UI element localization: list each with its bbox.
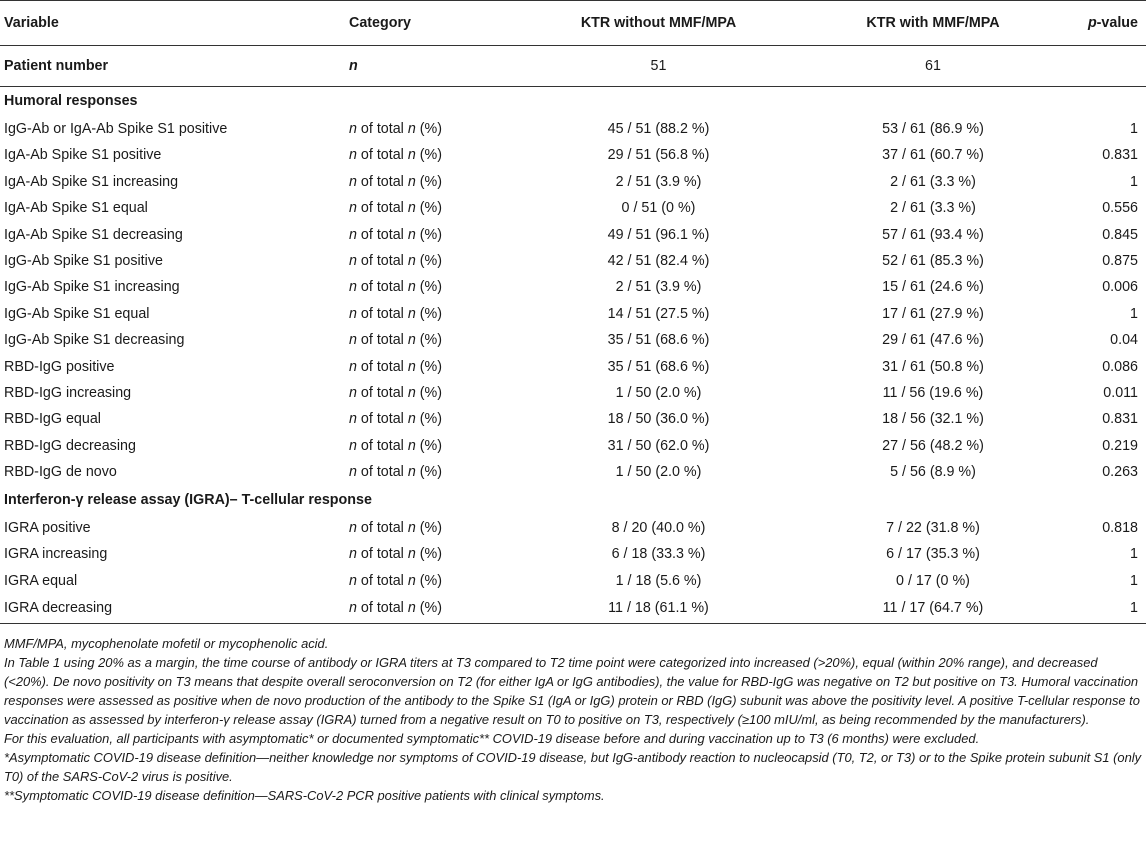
footnote-method: In Table 1 using 20% as a margin, the time course of antibody or IGRA titers at T3 compared to T2 time point were categorized into increased (>20%), equal (within 20% range), and decreased (<20%). De novo positivity on T3 means that despite overall seroconversion on T2 (for either IgA or IgG antibodies), the value for RBD-IgG was negative on T2 but positive on T3. Humoral vaccination responses were assessed as positive when de novo production of the antibody to the Spike S1 (IgA or IgG) protein or RBD (IgG) subunit was above the positivity level. A positive T-cellular response to vaccination as assessed by interferon-γ release assay (IGRA) turned from a negative result on T0 to positive on T3, respectively (≥100 mIU/ml, as being recommended by the manufacturers).	[4, 654, 1140, 727]
cell-with-mmf: 18 / 56 (32.1 %)	[882, 411, 984, 428]
cell-variable: IgG-Ab Spike S1 increasing	[4, 279, 180, 296]
cell-variable: IgA-Ab Spike S1 positive	[4, 147, 162, 164]
cell-category: n of total n (%)	[349, 200, 442, 217]
cell-with-mmf: 53 / 61 (86.9 %)	[882, 121, 984, 137]
patient-number-with: 61	[802, 46, 1064, 87]
cell-with-mmf: 2 / 61 (3.3 %)	[890, 200, 976, 217]
cell-variable: RBD-IgG positive	[4, 358, 115, 375]
cell-category: n of total n (%)	[349, 332, 442, 349]
cell-without-mmf: 8 / 20 (40.0 %)	[611, 519, 706, 536]
footnote-exclusion: For this evaluation, all participants with asymptomatic* or documented symptomatic** COVID-19 disease before and during vaccination up to T3 (6 months) were excluded.	[4, 730, 980, 746]
table-footnotes	[0, 624, 1146, 805]
cell-without-mmf: 42 / 51 (82.4 %)	[607, 253, 710, 270]
table-row	[0, 248, 1146, 274]
cell-without-mmf: 18 / 50 (36.0 %)	[607, 411, 710, 428]
header-variable: Variable	[0, 1, 345, 46]
cell-without-mmf: 2 / 51 (3.9 %)	[615, 279, 702, 296]
cell-p-value: 1	[1130, 121, 1138, 137]
table-row	[0, 459, 1146, 485]
cell-without-mmf: 29 / 51 (56.8 %)	[607, 147, 710, 164]
cell-without-mmf: 11 / 18 (61.1 %)	[515, 594, 802, 624]
header-with-mmf: KTR with MMF/MPA	[802, 1, 1064, 46]
cell-variable: RBD-IgG increasing	[4, 385, 132, 402]
cell-p-value: 0.086	[1102, 358, 1138, 375]
section-title: Interferon-γ release assay (IGRA)– T-cellular response	[4, 491, 372, 508]
header-without-mmf: KTR without MMF/MPA	[515, 1, 802, 46]
cell-p-value: 0.831	[1102, 147, 1138, 164]
header-category: Category	[345, 1, 515, 46]
patient-number-p	[1064, 46, 1146, 87]
cell-variable: IgG-Ab Spike S1 decreasing	[4, 332, 185, 349]
cell-with-mmf: 11 / 17 (64.7 %)	[802, 594, 1064, 624]
table-row	[0, 222, 1146, 248]
cell-category: n of total n (%)	[349, 385, 442, 402]
cell-without-mmf: 1 / 50 (2.0 %)	[615, 464, 702, 481]
cell-with-mmf: 11 / 56 (19.6 %)	[882, 385, 984, 402]
cell-with-mmf: 31 / 61 (50.8 %)	[882, 358, 984, 375]
cell-variable: RBD-IgG de novo	[4, 464, 117, 481]
cell-category: n of total n (%)	[349, 437, 442, 454]
cell-p-value: 0.845	[1102, 226, 1138, 243]
cell-variable: RBD-IgG decreasing	[4, 437, 136, 454]
patient-number-label: Patient number	[0, 46, 345, 87]
table-row	[0, 354, 1146, 380]
cell-p-value: 1	[1130, 305, 1138, 322]
table-row	[0, 594, 1146, 624]
cell-category: n of total n (%)	[349, 121, 442, 137]
cell-variable: IGRA increasing	[4, 546, 108, 563]
table-row	[0, 515, 1146, 541]
section-header	[0, 87, 1146, 117]
cell-variable: IgG-Ab Spike S1 equal	[4, 305, 150, 322]
cell-p-value: 1	[1064, 594, 1146, 624]
table-body	[0, 46, 1146, 624]
header-p-value	[1064, 1, 1146, 46]
patient-number-row	[0, 46, 1146, 87]
footnote-abbrev: MMF/MPA, mycophenolate mofetil or mycophenolic acid.	[4, 635, 329, 651]
cell-p-value: 1	[1130, 572, 1138, 589]
cell-with-mmf: 6 / 17 (35.3 %)	[886, 546, 980, 563]
cell-category: n of total n (%)	[345, 594, 515, 624]
cell-category: n of total n (%)	[349, 147, 442, 164]
table-row	[0, 568, 1146, 594]
cell-with-mmf: 7 / 22 (31.8 %)	[886, 519, 980, 536]
cell-with-mmf: 52 / 61 (85.3 %)	[882, 253, 984, 270]
cell-with-mmf: 0 / 17 (0 %)	[896, 572, 970, 589]
patient-number-category: n	[345, 46, 515, 87]
cell-variable: IgA-Ab Spike S1 equal	[4, 200, 148, 217]
cell-without-mmf: 49 / 51 (96.1 %)	[607, 226, 710, 243]
table-row	[0, 195, 1146, 221]
cell-variable: IGRA decreasing	[0, 594, 345, 624]
table-header	[0, 1, 1146, 46]
footnote-asymptomatic: *Asymptomatic COVID-19 disease definition—neither knowledge nor symptoms of COVID-19 disease, but IgG-antibody reaction to nucleocapsid (T0, T2, or T3) or to the Spike protein subunit S1 (only T0) of the SARS-CoV-2 virus is positive.	[4, 749, 1142, 784]
header-p-italic: p	[1087, 15, 1097, 31]
table-row	[0, 301, 1146, 327]
cell-p-value: 1	[1130, 173, 1138, 190]
cell-p-value: 0.831	[1102, 411, 1138, 428]
cell-category: n of total n (%)	[349, 226, 442, 243]
cell-p-value: 0.556	[1102, 200, 1138, 217]
cell-with-mmf: 29 / 61 (47.6 %)	[882, 332, 984, 349]
cell-with-mmf: 57 / 61 (93.4 %)	[882, 226, 984, 243]
patient-number-without: 51	[515, 46, 802, 87]
cell-without-mmf: 6 / 18 (33.3 %)	[611, 546, 706, 563]
cell-without-mmf: 1 / 18 (5.6 %)	[615, 572, 702, 589]
cell-without-mmf: 0 / 51 (0 %)	[621, 200, 696, 217]
cell-with-mmf: 37 / 61 (60.7 %)	[882, 147, 984, 164]
cell-category: n of total n (%)	[349, 519, 442, 536]
cell-without-mmf: 45 / 51 (88.2 %)	[607, 121, 710, 137]
table-row	[0, 142, 1146, 168]
cell-with-mmf: 17 / 61 (27.9 %)	[882, 305, 984, 322]
cell-without-mmf: 1 / 50 (2.0 %)	[615, 385, 702, 402]
cell-p-value: 0.818	[1102, 519, 1138, 536]
cell-category: n of total n (%)	[349, 464, 442, 481]
cell-p-value: 0.04	[1110, 332, 1138, 349]
cell-category: n of total n (%)	[349, 411, 442, 428]
cell-variable: IgA-Ab Spike S1 increasing	[4, 173, 179, 190]
cell-variable: IgG-Ab or IgA-Ab Spike S1 positive	[4, 121, 228, 137]
cell-without-mmf: 35 / 51 (68.6 %)	[607, 332, 710, 349]
cell-category: n of total n (%)	[349, 546, 442, 563]
cell-category: n of total n (%)	[349, 253, 442, 270]
table-row	[0, 169, 1146, 195]
cell-with-mmf: 2 / 61 (3.3 %)	[890, 173, 976, 190]
cell-without-mmf: 35 / 51 (68.6 %)	[607, 358, 710, 375]
cell-variable: RBD-IgG equal	[4, 411, 101, 428]
table-row	[0, 274, 1146, 300]
cell-p-value: 0.263	[1102, 464, 1138, 481]
cell-category: n of total n (%)	[349, 305, 442, 322]
cell-variable: IGRA equal	[4, 572, 78, 589]
cell-category: n of total n (%)	[349, 279, 442, 296]
cell-variable: IgA-Ab Spike S1 decreasing	[4, 226, 183, 243]
cell-p-value: 0.875	[1102, 253, 1138, 270]
table-row	[0, 327, 1146, 353]
cell-variable: IgG-Ab Spike S1 positive	[4, 253, 163, 270]
table-row	[0, 433, 1146, 459]
cell-without-mmf: 2 / 51 (3.9 %)	[615, 173, 702, 190]
cell-variable: IGRA positive	[4, 519, 91, 536]
footnote-symptomatic: **Symptomatic COVID-19 disease definition—SARS-CoV-2 PCR positive patients with clinical symptoms.	[4, 787, 605, 803]
cell-p-value: 0.011	[1103, 385, 1138, 402]
cell-without-mmf: 31 / 50 (62.0 %)	[607, 437, 710, 454]
table-row	[0, 406, 1146, 432]
table-row	[0, 380, 1146, 406]
table-row	[0, 116, 1146, 142]
table-row	[0, 541, 1146, 567]
header-p-suffix: -value	[1096, 15, 1138, 31]
section-header	[0, 486, 1146, 515]
cell-category: n of total n (%)	[349, 173, 442, 190]
cell-category: n of total n (%)	[349, 358, 442, 375]
cell-p-value: 0.219	[1102, 437, 1138, 454]
cell-category: n of total n (%)	[349, 572, 442, 589]
cell-with-mmf: 27 / 56 (48.2 %)	[882, 437, 984, 454]
cell-without-mmf: 14 / 51 (27.5 %)	[607, 305, 710, 322]
cell-p-value: 0.006	[1102, 279, 1138, 296]
section-title: Humoral responses	[4, 93, 138, 109]
cell-with-mmf: 5 / 56 (8.9 %)	[890, 464, 976, 481]
cell-with-mmf: 15 / 61 (24.6 %)	[882, 279, 984, 296]
cell-p-value: 1	[1130, 546, 1138, 563]
